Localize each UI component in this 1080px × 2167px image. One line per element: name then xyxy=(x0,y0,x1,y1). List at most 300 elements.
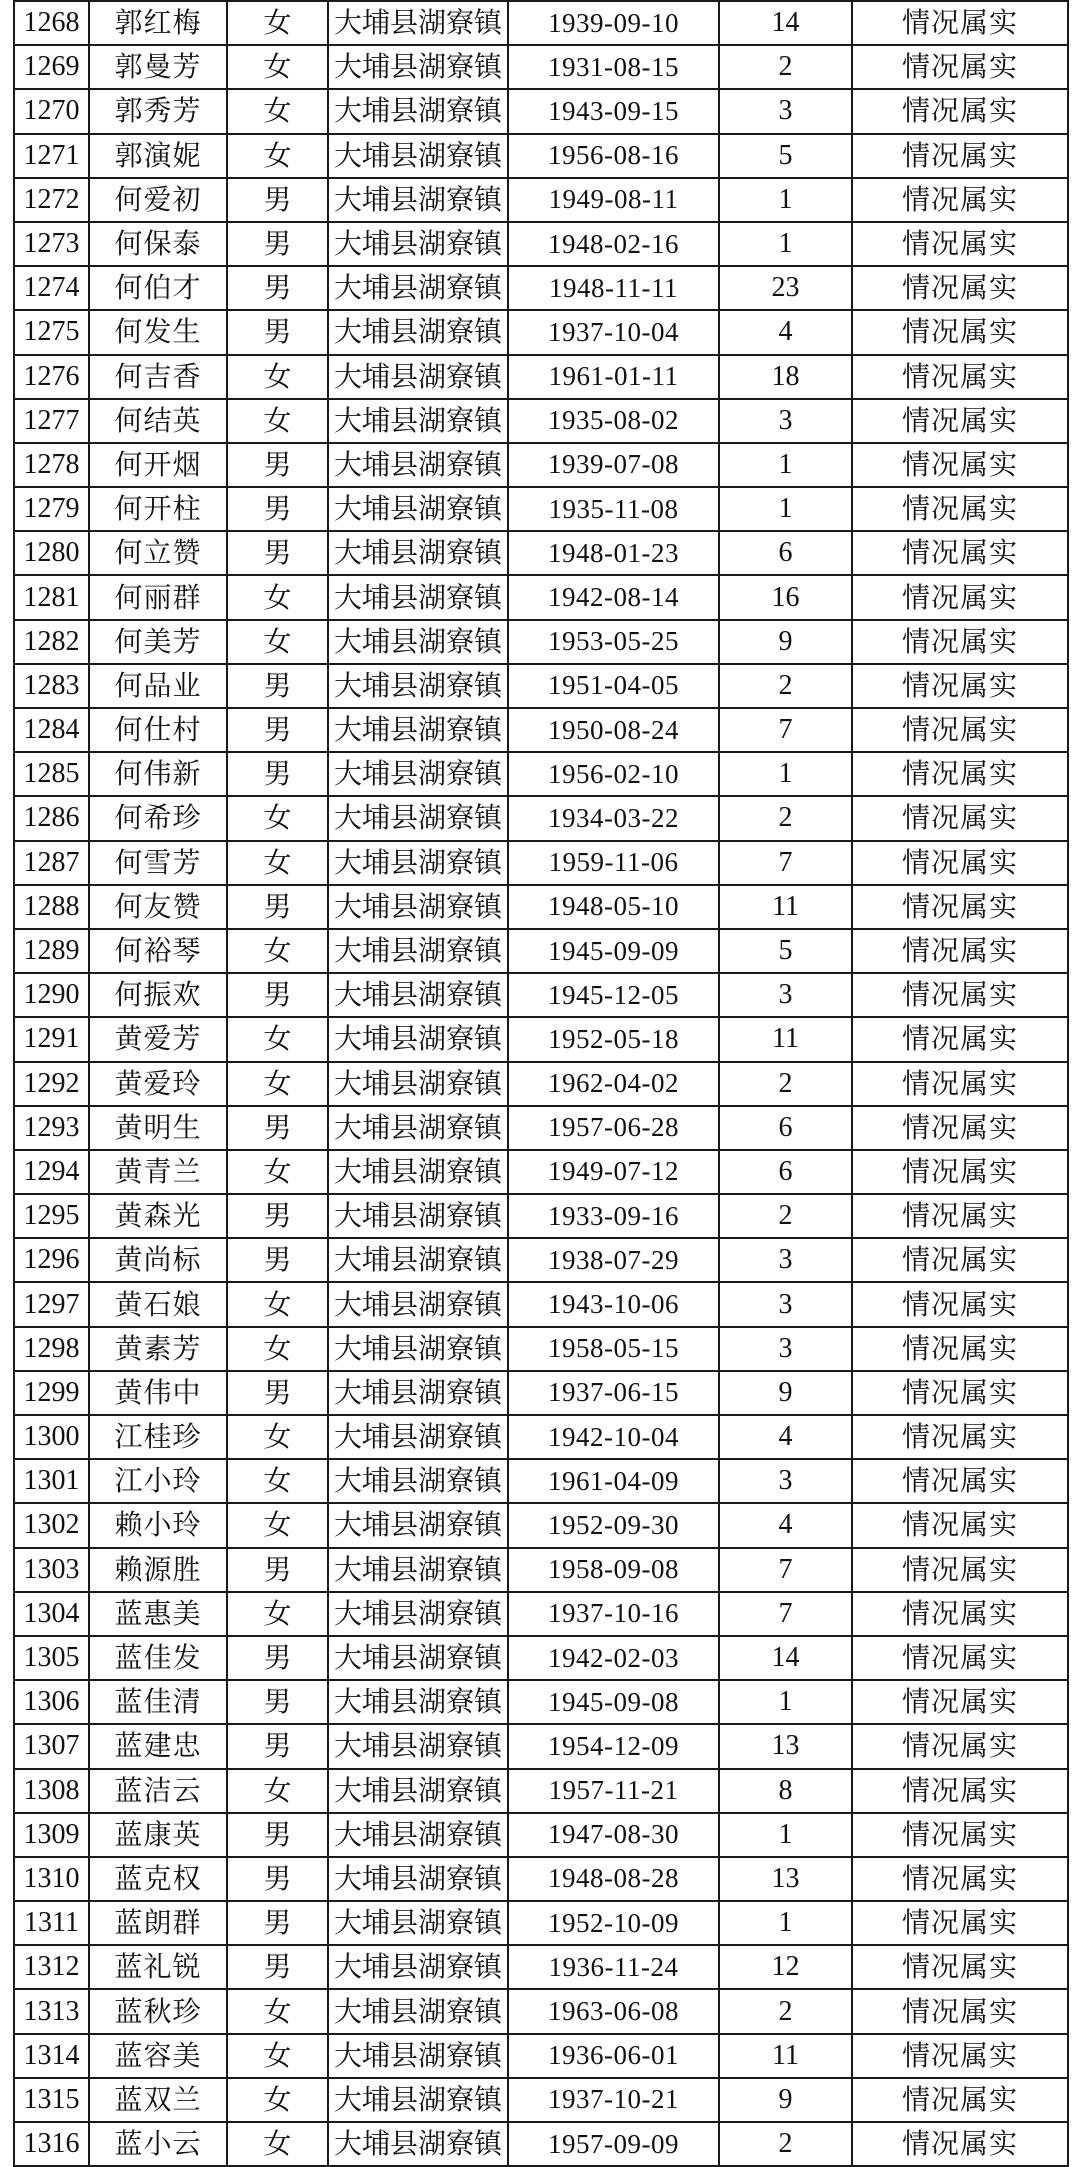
table-row xyxy=(14,575,1068,619)
remark-cell: 情况属实 xyxy=(852,796,1068,840)
gender-cell: 女 xyxy=(227,841,328,885)
address-cell: 大埔县湖寮镇 xyxy=(328,1945,508,1989)
count-cell: 3 xyxy=(719,1459,852,1503)
table-row xyxy=(14,664,1068,708)
count-cell: 6 xyxy=(719,1150,852,1194)
address-cell: 大埔县湖寮镇 xyxy=(328,929,508,973)
name-cell: 黄尚标 xyxy=(89,1238,227,1282)
name-cell: 赖小玲 xyxy=(89,1503,227,1547)
remark-cell: 情况属实 xyxy=(852,929,1068,973)
birth-date-cell: 1948-01-23 xyxy=(508,531,719,575)
birth-date-cell: 1936-11-24 xyxy=(508,1945,719,1989)
serial-number-cell: 1282 xyxy=(14,620,89,664)
remark-cell: 情况属实 xyxy=(852,1857,1068,1901)
table-row xyxy=(14,620,1068,664)
serial-number-cell: 1278 xyxy=(14,443,89,487)
count-cell: 2 xyxy=(719,1062,852,1106)
serial-number-cell: 1315 xyxy=(14,2078,89,2122)
gender-cell: 男 xyxy=(227,443,328,487)
birth-date-cell: 1937-10-21 xyxy=(508,2078,719,2122)
serial-number-cell: 1294 xyxy=(14,1150,89,1194)
name-cell: 赖源胜 xyxy=(89,1548,227,1592)
serial-number-cell: 1270 xyxy=(14,89,89,133)
address-cell: 大埔县湖寮镇 xyxy=(328,266,508,310)
gender-cell: 男 xyxy=(227,664,328,708)
count-cell: 6 xyxy=(719,1106,852,1150)
name-cell: 何丽群 xyxy=(89,575,227,619)
address-cell: 大埔县湖寮镇 xyxy=(328,531,508,575)
address-cell: 大埔县湖寮镇 xyxy=(328,1548,508,1592)
count-cell: 13 xyxy=(719,1724,852,1768)
serial-number-cell: 1300 xyxy=(14,1415,89,1459)
address-cell: 大埔县湖寮镇 xyxy=(328,1194,508,1238)
name-cell: 蓝礼锐 xyxy=(89,1945,227,1989)
table-row xyxy=(14,134,1068,178)
serial-number-cell: 1289 xyxy=(14,929,89,973)
address-cell: 大埔县湖寮镇 xyxy=(328,1415,508,1459)
serial-number-cell: 1276 xyxy=(14,355,89,399)
address-cell: 大埔县湖寮镇 xyxy=(328,443,508,487)
serial-number-cell: 1296 xyxy=(14,1238,89,1282)
remark-cell: 情况属实 xyxy=(852,2078,1068,2122)
serial-number-cell: 1297 xyxy=(14,1282,89,1326)
birth-date-cell: 1956-08-16 xyxy=(508,134,719,178)
name-cell: 黄伟中 xyxy=(89,1371,227,1415)
count-cell: 14 xyxy=(719,1636,852,1680)
gender-cell: 男 xyxy=(227,1194,328,1238)
name-cell: 何仕村 xyxy=(89,708,227,752)
birth-date-cell: 1958-09-08 xyxy=(508,1548,719,1592)
name-cell: 何吉香 xyxy=(89,355,227,399)
table-row xyxy=(14,45,1068,89)
name-cell: 蓝建忠 xyxy=(89,1724,227,1768)
name-cell: 黄石娘 xyxy=(89,1282,227,1326)
remark-cell: 情况属实 xyxy=(852,664,1068,708)
serial-number-cell: 1313 xyxy=(14,1989,89,2033)
gender-cell: 男 xyxy=(227,1813,328,1857)
gender-cell: 男 xyxy=(227,266,328,310)
name-cell: 何伟新 xyxy=(89,752,227,796)
gender-cell: 男 xyxy=(227,1371,328,1415)
address-cell: 大埔县湖寮镇 xyxy=(328,1282,508,1326)
address-cell: 大埔县湖寮镇 xyxy=(328,575,508,619)
table-row xyxy=(14,355,1068,399)
serial-number-cell: 1307 xyxy=(14,1724,89,1768)
table-row xyxy=(14,1813,1068,1857)
remark-cell: 情况属实 xyxy=(852,1327,1068,1371)
address-cell: 大埔县湖寮镇 xyxy=(328,487,508,531)
remark-cell: 情况属实 xyxy=(852,487,1068,531)
name-cell: 何爱初 xyxy=(89,178,227,222)
table-row xyxy=(14,752,1068,796)
gender-cell: 女 xyxy=(227,1150,328,1194)
count-cell: 1 xyxy=(719,1901,852,1945)
gender-cell: 男 xyxy=(227,1901,328,1945)
address-cell: 大埔县湖寮镇 xyxy=(328,89,508,133)
serial-number-cell: 1286 xyxy=(14,796,89,840)
serial-number-cell: 1281 xyxy=(14,575,89,619)
serial-number-cell: 1299 xyxy=(14,1371,89,1415)
table-row xyxy=(14,1150,1068,1194)
serial-number-cell: 1301 xyxy=(14,1459,89,1503)
count-cell: 12 xyxy=(719,1945,852,1989)
name-cell: 蓝洁云 xyxy=(89,1769,227,1813)
address-cell: 大埔县湖寮镇 xyxy=(328,2122,508,2166)
name-cell: 何伯才 xyxy=(89,266,227,310)
birth-date-cell: 1936-06-01 xyxy=(508,2034,719,2078)
remark-cell: 情况属实 xyxy=(852,1282,1068,1326)
name-cell: 江桂珍 xyxy=(89,1415,227,1459)
gender-cell: 女 xyxy=(227,89,328,133)
remark-cell: 情况属实 xyxy=(852,752,1068,796)
remark-cell: 情况属实 xyxy=(852,222,1068,266)
serial-number-cell: 1295 xyxy=(14,1194,89,1238)
count-cell: 18 xyxy=(719,355,852,399)
serial-number-cell: 1275 xyxy=(14,310,89,354)
remark-cell: 情况属实 xyxy=(852,45,1068,89)
table-row xyxy=(14,399,1068,443)
serial-number-cell: 1284 xyxy=(14,708,89,752)
address-cell: 大埔县湖寮镇 xyxy=(328,1680,508,1724)
count-cell: 7 xyxy=(719,841,852,885)
address-cell: 大埔县湖寮镇 xyxy=(328,885,508,929)
serial-number-cell: 1308 xyxy=(14,1769,89,1813)
gender-cell: 男 xyxy=(227,222,328,266)
count-cell: 3 xyxy=(719,1238,852,1282)
table-row xyxy=(14,1901,1068,1945)
count-cell: 8 xyxy=(719,1769,852,1813)
count-cell: 9 xyxy=(719,620,852,664)
gender-cell: 男 xyxy=(227,973,328,1017)
address-cell: 大埔县湖寮镇 xyxy=(328,1371,508,1415)
remark-cell: 情况属实 xyxy=(852,310,1068,354)
birth-date-cell: 1945-12-05 xyxy=(508,973,719,1017)
remark-cell: 情况属实 xyxy=(852,1813,1068,1857)
table-row xyxy=(14,1724,1068,1768)
name-cell: 江小玲 xyxy=(89,1459,227,1503)
gender-cell: 男 xyxy=(227,178,328,222)
count-cell: 3 xyxy=(719,973,852,1017)
gender-cell: 女 xyxy=(227,1415,328,1459)
count-cell: 1 xyxy=(719,487,852,531)
address-cell: 大埔县湖寮镇 xyxy=(328,973,508,1017)
address-cell: 大埔县湖寮镇 xyxy=(328,1989,508,2033)
gender-cell: 女 xyxy=(227,1327,328,1371)
table-row xyxy=(14,487,1068,531)
birth-date-cell: 1963-06-08 xyxy=(508,1989,719,2033)
birth-date-cell: 1961-04-09 xyxy=(508,1459,719,1503)
table-row xyxy=(14,1327,1068,1371)
name-cell: 蓝朗群 xyxy=(89,1901,227,1945)
address-cell: 大埔县湖寮镇 xyxy=(328,1062,508,1106)
name-cell: 蓝惠美 xyxy=(89,1592,227,1636)
address-cell: 大埔县湖寮镇 xyxy=(328,708,508,752)
birth-date-cell: 1939-07-08 xyxy=(508,443,719,487)
remark-cell: 情况属实 xyxy=(852,1371,1068,1415)
remark-cell: 情况属实 xyxy=(852,355,1068,399)
remark-cell: 情况属实 xyxy=(852,885,1068,929)
remark-cell: 情况属实 xyxy=(852,1,1068,45)
birth-date-cell: 1948-08-28 xyxy=(508,1857,719,1901)
remark-cell: 情况属实 xyxy=(852,1106,1068,1150)
remark-cell: 情况属实 xyxy=(852,708,1068,752)
address-cell: 大埔县湖寮镇 xyxy=(328,1459,508,1503)
gender-cell: 女 xyxy=(227,1989,328,2033)
remark-cell: 情况属实 xyxy=(852,2034,1068,2078)
address-cell: 大埔县湖寮镇 xyxy=(328,1813,508,1857)
birth-date-cell: 1934-03-22 xyxy=(508,796,719,840)
name-cell: 郭演妮 xyxy=(89,134,227,178)
name-cell: 蓝克权 xyxy=(89,1857,227,1901)
serial-number-cell: 1291 xyxy=(14,1017,89,1061)
address-cell: 大埔县湖寮镇 xyxy=(328,1327,508,1371)
remark-cell: 情况属实 xyxy=(852,1062,1068,1106)
table-row xyxy=(14,1282,1068,1326)
address-cell: 大埔县湖寮镇 xyxy=(328,2078,508,2122)
remark-cell: 情况属实 xyxy=(852,1415,1068,1459)
birth-date-cell: 1943-10-06 xyxy=(508,1282,719,1326)
remark-cell: 情况属实 xyxy=(852,531,1068,575)
table-row xyxy=(14,1017,1068,1061)
birth-date-cell: 1957-06-28 xyxy=(508,1106,719,1150)
count-cell: 11 xyxy=(719,1017,852,1061)
gender-cell: 男 xyxy=(227,487,328,531)
address-cell: 大埔县湖寮镇 xyxy=(328,1017,508,1061)
birth-date-cell: 1954-12-09 xyxy=(508,1724,719,1768)
address-cell: 大埔县湖寮镇 xyxy=(328,399,508,443)
address-cell: 大埔县湖寮镇 xyxy=(328,752,508,796)
serial-number-cell: 1288 xyxy=(14,885,89,929)
count-cell: 7 xyxy=(719,1548,852,1592)
name-cell: 蓝容美 xyxy=(89,2034,227,2078)
count-cell: 7 xyxy=(719,1592,852,1636)
count-cell: 14 xyxy=(719,1,852,45)
name-cell: 何开烟 xyxy=(89,443,227,487)
name-cell: 郭曼芳 xyxy=(89,45,227,89)
birth-date-cell: 1949-07-12 xyxy=(508,1150,719,1194)
table-row xyxy=(14,2078,1068,2122)
table-row xyxy=(14,1106,1068,1150)
gender-cell: 女 xyxy=(227,929,328,973)
gender-cell: 男 xyxy=(227,1238,328,1282)
birth-date-cell: 1933-09-16 xyxy=(508,1194,719,1238)
gender-cell: 男 xyxy=(227,1724,328,1768)
birth-date-cell: 1947-08-30 xyxy=(508,1813,719,1857)
gender-cell: 女 xyxy=(227,2034,328,2078)
birth-date-cell: 1962-04-02 xyxy=(508,1062,719,1106)
gender-cell: 女 xyxy=(227,134,328,178)
remark-cell: 情况属实 xyxy=(852,1636,1068,1680)
address-cell: 大埔县湖寮镇 xyxy=(328,1592,508,1636)
table-row xyxy=(14,310,1068,354)
address-cell: 大埔县湖寮镇 xyxy=(328,45,508,89)
birth-date-cell: 1942-02-03 xyxy=(508,1636,719,1680)
serial-number-cell: 1306 xyxy=(14,1680,89,1724)
name-cell: 黄森光 xyxy=(89,1194,227,1238)
serial-number-cell: 1309 xyxy=(14,1813,89,1857)
count-cell: 1 xyxy=(719,222,852,266)
table-row xyxy=(14,973,1068,1017)
gender-cell: 男 xyxy=(227,1636,328,1680)
address-cell: 大埔县湖寮镇 xyxy=(328,796,508,840)
serial-number-cell: 1305 xyxy=(14,1636,89,1680)
name-cell: 蓝康英 xyxy=(89,1813,227,1857)
remark-cell: 情况属实 xyxy=(852,1945,1068,1989)
remark-cell: 情况属实 xyxy=(852,178,1068,222)
birth-date-cell: 1948-11-11 xyxy=(508,266,719,310)
gender-cell: 女 xyxy=(227,1769,328,1813)
gender-cell: 女 xyxy=(227,1,328,45)
remark-cell: 情况属实 xyxy=(852,1901,1068,1945)
birth-date-cell: 1939-09-10 xyxy=(508,1,719,45)
address-cell: 大埔县湖寮镇 xyxy=(328,1503,508,1547)
birth-date-cell: 1952-05-18 xyxy=(508,1017,719,1061)
remark-cell: 情况属实 xyxy=(852,2122,1068,2166)
remark-cell: 情况属实 xyxy=(852,1548,1068,1592)
name-cell: 何结英 xyxy=(89,399,227,443)
name-cell: 郭秀芳 xyxy=(89,89,227,133)
count-cell: 1 xyxy=(719,1813,852,1857)
remark-cell: 情况属实 xyxy=(852,266,1068,310)
gender-cell: 女 xyxy=(227,1459,328,1503)
count-cell: 3 xyxy=(719,1282,852,1326)
serial-number-cell: 1293 xyxy=(14,1106,89,1150)
birth-date-cell: 1945-09-08 xyxy=(508,1680,719,1724)
count-cell: 9 xyxy=(719,2078,852,2122)
serial-number-cell: 1311 xyxy=(14,1901,89,1945)
address-cell: 大埔县湖寮镇 xyxy=(328,1106,508,1150)
table-row xyxy=(14,1,1068,45)
remark-cell: 情况属实 xyxy=(852,1592,1068,1636)
birth-date-cell: 1948-02-16 xyxy=(508,222,719,266)
birth-date-cell: 1938-07-29 xyxy=(508,1238,719,1282)
birth-date-cell: 1949-08-11 xyxy=(508,178,719,222)
count-cell: 1 xyxy=(719,443,852,487)
count-cell: 5 xyxy=(719,929,852,973)
gender-cell: 男 xyxy=(227,1548,328,1592)
remark-cell: 情况属实 xyxy=(852,575,1068,619)
name-cell: 蓝秋珍 xyxy=(89,1989,227,2033)
table-row xyxy=(14,885,1068,929)
count-cell: 5 xyxy=(719,134,852,178)
count-cell: 16 xyxy=(719,575,852,619)
serial-number-cell: 1310 xyxy=(14,1857,89,1901)
serial-number-cell: 1302 xyxy=(14,1503,89,1547)
remark-cell: 情况属实 xyxy=(852,1238,1068,1282)
serial-number-cell: 1274 xyxy=(14,266,89,310)
table-row xyxy=(14,1989,1068,2033)
roster-sheet xyxy=(13,0,1067,2167)
birth-date-cell: 1948-05-10 xyxy=(508,885,719,929)
serial-number-cell: 1290 xyxy=(14,973,89,1017)
count-cell: 4 xyxy=(719,1415,852,1459)
table-row xyxy=(14,1592,1068,1636)
birth-date-cell: 1937-10-04 xyxy=(508,310,719,354)
table-row xyxy=(14,1857,1068,1901)
count-cell: 2 xyxy=(719,664,852,708)
gender-cell: 男 xyxy=(227,708,328,752)
serial-number-cell: 1279 xyxy=(14,487,89,531)
name-cell: 何美芳 xyxy=(89,620,227,664)
name-cell: 何雪芳 xyxy=(89,841,227,885)
count-cell: 13 xyxy=(719,1857,852,1901)
birth-date-cell: 1935-11-08 xyxy=(508,487,719,531)
count-cell: 1 xyxy=(719,178,852,222)
roster-body xyxy=(14,1,1068,2166)
name-cell: 何保泰 xyxy=(89,222,227,266)
gender-cell: 男 xyxy=(227,1106,328,1150)
address-cell: 大埔县湖寮镇 xyxy=(328,222,508,266)
table-row xyxy=(14,89,1068,133)
name-cell: 黄素芳 xyxy=(89,1327,227,1371)
address-cell: 大埔县湖寮镇 xyxy=(328,2034,508,2078)
name-cell: 黄爱芳 xyxy=(89,1017,227,1061)
table-row xyxy=(14,1062,1068,1106)
name-cell: 何友赞 xyxy=(89,885,227,929)
table-row xyxy=(14,222,1068,266)
remark-cell: 情况属实 xyxy=(852,620,1068,664)
address-cell: 大埔县湖寮镇 xyxy=(328,1724,508,1768)
serial-number-cell: 1304 xyxy=(14,1592,89,1636)
table-row xyxy=(14,1459,1068,1503)
serial-number-cell: 1273 xyxy=(14,222,89,266)
address-cell: 大埔县湖寮镇 xyxy=(328,664,508,708)
gender-cell: 女 xyxy=(227,355,328,399)
birth-date-cell: 1957-11-21 xyxy=(508,1769,719,1813)
birth-date-cell: 1935-08-02 xyxy=(508,399,719,443)
table-row xyxy=(14,1503,1068,1547)
name-cell: 何希珍 xyxy=(89,796,227,840)
address-cell: 大埔县湖寮镇 xyxy=(328,1,508,45)
birth-date-cell: 1931-08-15 xyxy=(508,45,719,89)
count-cell: 6 xyxy=(719,531,852,575)
count-cell: 4 xyxy=(719,1503,852,1547)
gender-cell: 女 xyxy=(227,399,328,443)
birth-date-cell: 1937-06-15 xyxy=(508,1371,719,1415)
remark-cell: 情况属实 xyxy=(852,1150,1068,1194)
remark-cell: 情况属实 xyxy=(852,1503,1068,1547)
address-cell: 大埔县湖寮镇 xyxy=(328,134,508,178)
table-row xyxy=(14,2122,1068,2166)
roster-table xyxy=(13,0,1069,2167)
table-row xyxy=(14,1415,1068,1459)
birth-date-cell: 1937-10-16 xyxy=(508,1592,719,1636)
serial-number-cell: 1272 xyxy=(14,178,89,222)
birth-date-cell: 1945-09-09 xyxy=(508,929,719,973)
table-row xyxy=(14,1548,1068,1592)
gender-cell: 男 xyxy=(227,752,328,796)
table-row xyxy=(14,1194,1068,1238)
count-cell: 2 xyxy=(719,45,852,89)
serial-number-cell: 1269 xyxy=(14,45,89,89)
serial-number-cell: 1268 xyxy=(14,1,89,45)
serial-number-cell: 1277 xyxy=(14,399,89,443)
gender-cell: 男 xyxy=(227,531,328,575)
name-cell: 何裕琴 xyxy=(89,929,227,973)
table-row xyxy=(14,1680,1068,1724)
count-cell: 3 xyxy=(719,399,852,443)
name-cell: 蓝双兰 xyxy=(89,2078,227,2122)
table-row xyxy=(14,2034,1068,2078)
gender-cell: 女 xyxy=(227,575,328,619)
table-row xyxy=(14,178,1068,222)
table-row xyxy=(14,1371,1068,1415)
remark-cell: 情况属实 xyxy=(852,1194,1068,1238)
gender-cell: 女 xyxy=(227,45,328,89)
table-row xyxy=(14,266,1068,310)
count-cell: 11 xyxy=(719,885,852,929)
serial-number-cell: 1312 xyxy=(14,1945,89,1989)
